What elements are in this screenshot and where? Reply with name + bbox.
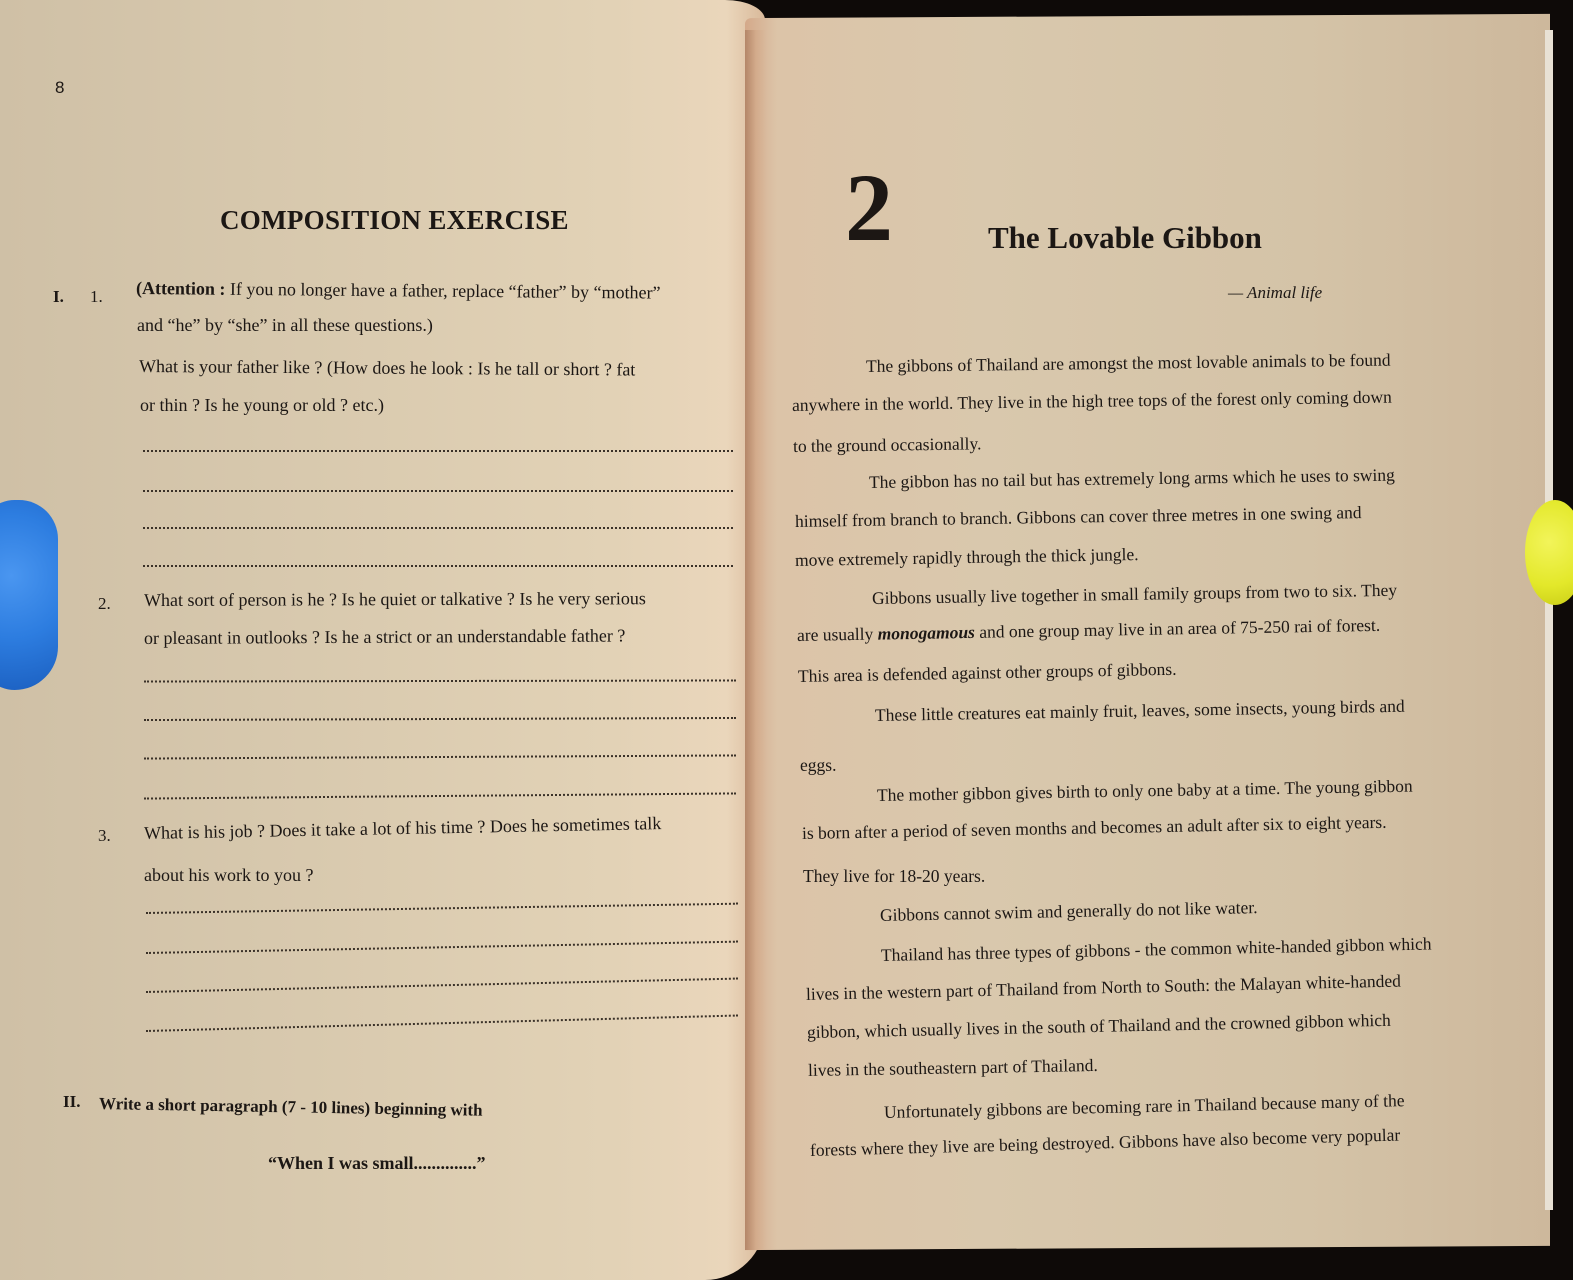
paragraph-line: himself from branch to branch. Gibbons can cover three metres in one swing and [794, 502, 1362, 531]
question-3-line-1: What is his job ? Does it take a lot of his time ? Does he sometimes talk [143, 813, 662, 843]
answer-line[interactable] [143, 450, 733, 452]
chapter-subtitle: — Animal life [1228, 283, 1323, 302]
paragraph-line: The gibbons of Thailand are amongst the most lovable animals to be found [865, 349, 1391, 376]
question-3-number: 3. [98, 826, 111, 845]
paragraph-line: eggs. [800, 755, 837, 775]
section-2-instruction: Write a short paragraph (7 - 10 lines) beginning with [98, 1094, 483, 1120]
question-1-line-2: and “he” by “she” in all these questions.) [137, 315, 433, 335]
paragraph-line: The mother gibbon gives birth to only one baby at a time. The young gibbon [876, 775, 1413, 805]
page-stack-edge [1545, 30, 1553, 1210]
question-2-line-2: or pleasant in outlooks ? Is he a strict or an understandable father ? [143, 625, 626, 648]
paragraph-line: They live for 18-20 years. [803, 866, 986, 886]
chapter-number: 2 [845, 154, 893, 261]
paragraph-line: lives in the southeastern part of Thailand. [807, 1054, 1098, 1080]
question-2-number: 2. [98, 594, 111, 613]
question-1-line-3: What is your father like ? (How does he look : Is he tall or short ? fat [138, 356, 636, 380]
paragraph-line: Thailand has three types of gibbons - the common white-handed gibbon which [880, 933, 1432, 965]
page-number: 8 [55, 78, 65, 97]
answer-line[interactable] [143, 527, 733, 529]
paragraph-line: move extremely rapidly through the thick jungle. [794, 544, 1139, 570]
paragraph-line: are usually monogamous and one group may live in an area of 75-250 rai of forest. [796, 614, 1381, 645]
blue-clip-object [0, 500, 58, 690]
answer-line[interactable] [143, 490, 733, 492]
paragraph-line: forests where they live are being destroyed. Gibbons have also become very popular [809, 1124, 1401, 1160]
section-1-label: I. [53, 287, 64, 306]
chapter-title: The Lovable Gibbon [988, 220, 1262, 255]
question-1-line-1: (Attention : If you no longer have a father, replace “father” by “mother” [135, 278, 661, 303]
paragraph-line: Gibbons usually live together in small family groups from two to six. They [871, 579, 1398, 608]
paragraph-line: Gibbons cannot swim and generally do not like water. [879, 897, 1258, 925]
paragraph-line: gibbon, which usually lives in the south of Thailand and the crowned gibbon which [806, 1009, 1391, 1042]
paragraph-line: This area is defended against other groups of gibbons. [797, 658, 1177, 686]
attention-label: (Attention : [135, 278, 226, 299]
exercise-title: COMPOSITION EXERCISE [220, 205, 569, 235]
paragraph-line: to the ground occasionally. [792, 433, 982, 456]
answer-line[interactable] [143, 565, 733, 567]
question-1-line-4: or thin ? Is he young or old ? etc.) [140, 395, 384, 415]
question-1-number: 1. [90, 287, 103, 306]
paragraph-line: Unfortunately gibbons are becoming rare in Thailand because many of the [883, 1090, 1405, 1122]
paragraph-line: The gibbon has no tail but has extremely long arms which he uses to swing [868, 464, 1395, 492]
question-2-line-1: What sort of person is he ? Is he quiet or talkative ? Is he very serious [143, 588, 646, 610]
question-3-line-2: about his work to you ? [144, 865, 314, 885]
paragraph-line: These little creatures eat mainly fruit, leaves, some insects, young birds and [874, 695, 1405, 725]
emphasis-word: monogamous [877, 621, 976, 644]
section-2-prompt: “When I was small..............” [268, 1153, 486, 1173]
section-2-label: II. [63, 1092, 81, 1111]
paragraph-line: is born after a period of seven months and becomes an adult after six to eight years. [801, 811, 1387, 843]
paragraph-line: lives in the western part of Thailand from North to South: the Malayan white-handed [805, 970, 1402, 1004]
book-gutter [745, 30, 767, 1250]
paragraph-line: anywhere in the world. They live in the high tree tops of the forest only coming down [791, 386, 1392, 415]
